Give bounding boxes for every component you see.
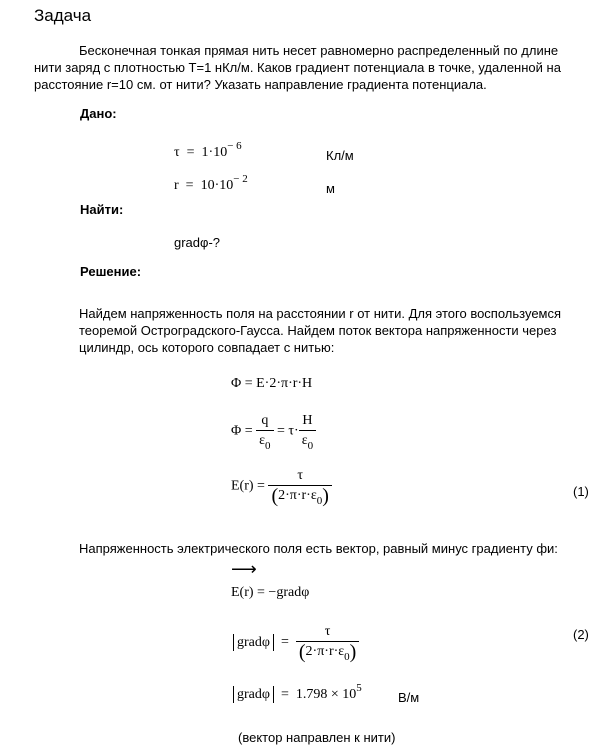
grad-fraction <box>296 623 359 662</box>
problem-line-3: расстояние r=10 см. от нити? Указать направление градиента потенциала. <box>34 77 487 92</box>
tau-unit: Кл/м <box>326 148 354 163</box>
solution-line-1: Найдем напряженность поля на расстоянии r от нити. Для этого воспользуемся <box>79 306 562 321</box>
tau-mantissa: 1·10 <box>201 145 228 160</box>
field-fraction <box>268 467 331 506</box>
field-formula <box>231 467 332 506</box>
fraction-denominator: $(2\cdot\pi\cdot r\cdot\varepsilon_0)$ <box>271 484 329 507</box>
r-unit: м <box>326 181 335 196</box>
tau-exponent: − 6 <box>227 140 242 152</box>
epsilon-subscript: 0 <box>307 440 314 452</box>
solution-line-3: цилиндр, ось которого совпадает с нитью: <box>79 340 335 355</box>
solution-line-2: теоремой Остроградского-Гаусса. Найдем поток вектора напряженности через <box>79 323 557 338</box>
r-symbol: r <box>174 178 179 193</box>
gradient-formula: E(r) = −gradφ <box>231 585 310 600</box>
conclusion-text: (вектор направлен к нити) <box>238 730 396 745</box>
fraction-denominator <box>299 431 316 451</box>
tau-symbol: τ <box>174 145 180 160</box>
flux-middle: = τ· <box>277 423 299 439</box>
result-mantissa: 1.798 × 10 <box>295 687 357 702</box>
r-mantissa: 10·10 <box>200 178 234 193</box>
r-exponent: − 2 <box>233 173 248 185</box>
result-exponent: 5 <box>356 682 362 694</box>
solution-label: Решение: <box>80 264 142 279</box>
flux-lhs: Φ = <box>231 423 253 439</box>
field-lhs: E(r) = <box>231 478 265 494</box>
abs-grad: gradφ <box>233 634 274 651</box>
abs-grad: gradφ <box>233 686 274 703</box>
epsilon-subscript: 0 <box>344 651 350 663</box>
fraction-h-eps <box>299 412 316 451</box>
fraction-numerator: q <box>256 412 273 431</box>
find-label: Найти: <box>80 202 124 217</box>
equation-number-2: (2) <box>573 627 589 642</box>
epsilon-symbol: ε <box>259 433 266 448</box>
grad-equals: = <box>280 634 289 650</box>
epsilon-subscript: 0 <box>265 440 271 452</box>
tau-equals: = <box>186 145 195 160</box>
result-equals: = <box>280 687 289 702</box>
given-r-formula <box>174 173 248 194</box>
epsilon-subscript: 0 <box>316 495 323 507</box>
denominator-text: 2·π·r·ε <box>305 644 345 659</box>
grad-result-formula <box>233 682 362 703</box>
given-label: Дано: <box>80 106 117 121</box>
r-equals: = <box>185 178 194 193</box>
problem-line-1: Бесконечная тонкая прямая нить несет равномерно распределенный по длине <box>79 43 559 58</box>
vector-arrow: ⟶ <box>231 559 257 579</box>
result-unit: В/м <box>398 690 420 705</box>
epsilon-symbol: ε <box>301 433 308 448</box>
fraction-denominator <box>256 431 273 451</box>
problem-line-2: нити заряд с плотностью T=1 нКл/м. Каков градиент потенциала в точке, удаленной на <box>34 60 561 75</box>
equation-number-1: (1) <box>573 484 589 499</box>
fraction-q-eps <box>256 412 273 451</box>
flux-formula-2 <box>231 412 316 451</box>
fraction-numerator: τ <box>296 623 359 642</box>
denominator-text: 2·π·r·ε <box>278 488 317 503</box>
grad-magnitude-formula <box>233 623 359 662</box>
find-value: gradφ-? <box>174 235 221 250</box>
flux-formula-1: Φ = E·2·π·r·H <box>231 376 313 391</box>
given-tau-formula <box>174 140 242 161</box>
solution-text-2: Напряженность электрического поля есть вектор, равный минус градиенту фи: <box>79 541 558 556</box>
fraction-denominator: $(2\cdot\pi\cdot r\cdot\varepsilon_0)$ <box>298 640 357 663</box>
fraction-numerator: H <box>299 412 316 431</box>
fraction-numerator: τ <box>268 467 331 486</box>
page-title: Задача <box>34 6 92 25</box>
